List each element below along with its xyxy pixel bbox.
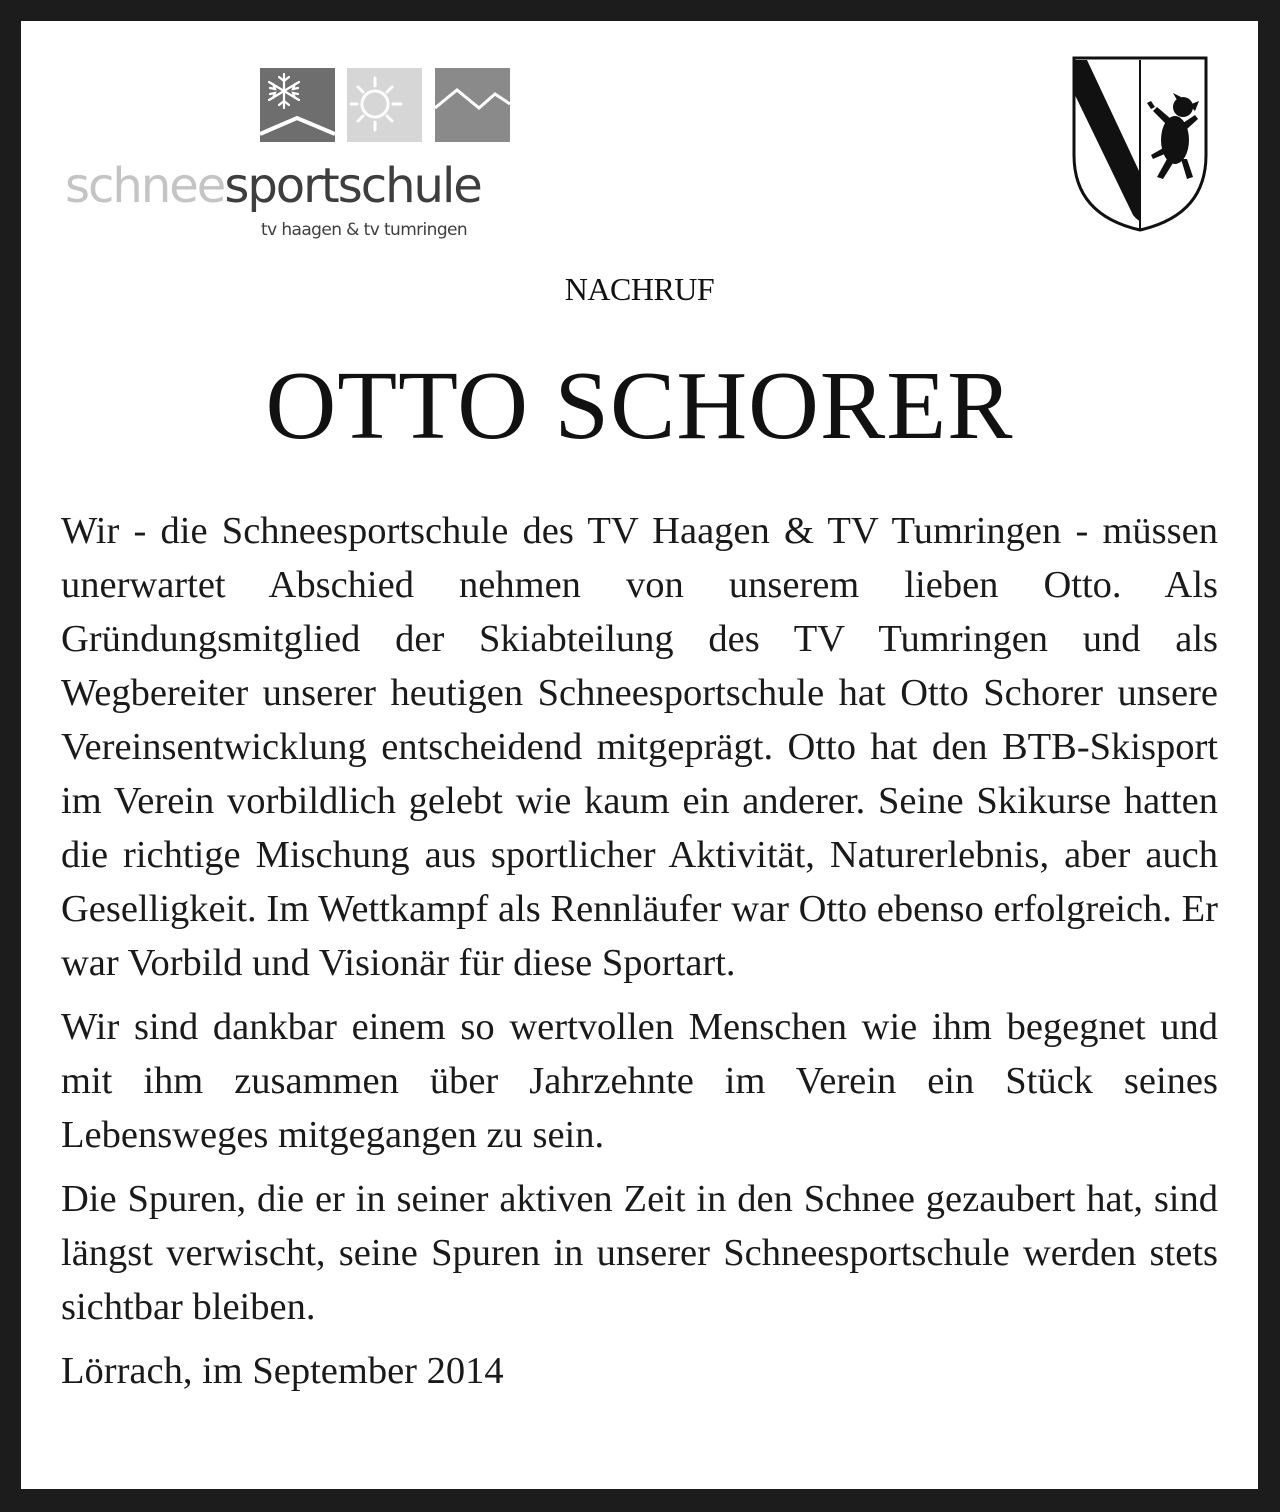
logo-tagline: tv haagen & tv tumringen: [261, 220, 468, 240]
wordmark-dark: sportschule: [224, 158, 481, 214]
notice-body: [61, 504, 1218, 1408]
mountain-line-icon: [435, 68, 510, 142]
body-paragraph-3: Die Spuren, die er in seiner aktiven Zeit in den Schnee gezaubert hat, sind längst verwischt, seine Spuren in unserer Schneesportschule werden stets sichtbar bleiben.: [61, 1178, 1218, 1328]
body-paragraph-1: Wir - die Schneesportschule des TV Haagen & TV Tumringen - müssen unerwartet Abschied nehmen von unserem lieben Otto. Als Gründungsmitglied der Skiabteilung des TV Tumringen und als Wegbereiter unserer heutigen Schneesportschule hat Otto Schorer unsere Vereinsentwicklung entscheidend mitgeprägt. Otto hat den BTB-Skisport im Verein vorbildlich gelebt wie kaum ein anderer. Seine Skikurse hatten die richtige Mischung aus sportlicher Aktivität, Naturerlebnis, aber auch Geselligkeit. Im Wettkampf als Rennläufer war Otto ebenso erfolgreich. Er war Vorbild und Visionär für diese Sportart.: [61, 510, 1218, 984]
notice-paper: [21, 21, 1258, 1489]
schneesportschule-logo: [65, 68, 515, 243]
logo-wordmark: [65, 160, 481, 212]
wordmark-light: schnee: [65, 158, 225, 214]
notice-label: NACHRUF: [564, 271, 715, 307]
sun-icon: [347, 68, 422, 142]
logo-tiles: [260, 68, 510, 142]
snowflake-mountain-icon: [260, 68, 335, 142]
body-paragraph-2: Wir sind dankbar einem so wertvollen Menschen wie ihm begegnet und mit ihm zusammen über Jahrzehnte im Verein ein Stück seines Lebensweges mitgegangen zu sein.: [61, 1006, 1218, 1156]
deceased-name: OTTO SCHORER: [265, 352, 1014, 460]
bear-coat-of-arms-icon: [1071, 55, 1209, 233]
place-date: Lörrach, im September 2014: [61, 1350, 504, 1392]
